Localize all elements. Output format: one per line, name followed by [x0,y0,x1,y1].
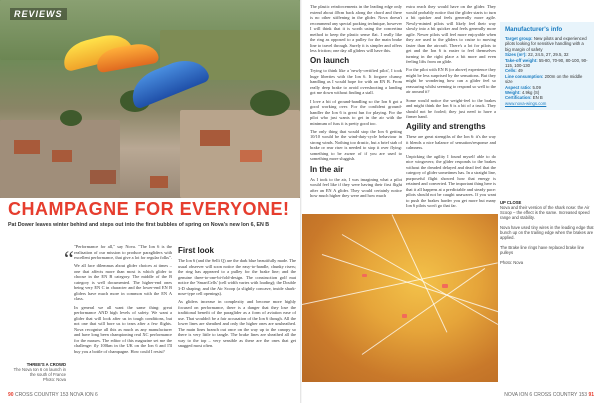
paragraph: We all face dilemmas about glider choices at times – one that affects more than most is which glider to choose in the EN B category. The middle of the B category is well documented. The higher-end ones being very EN C in character and the lower-end EN B gliders have much more in common with the EN A class. [74,263,172,302]
photo-line-tab [402,314,407,318]
footer-subject: NOVA ION 6 [69,392,98,398]
info-key: Sizes (m²): [505,52,527,58]
magazine-name: CROSS COUNTRY 153 [14,392,69,398]
up-close-credit: Photo: Nova [500,260,524,265]
paragraph: Some would notice the weight-feel to the brakes and might think the Ion 6 is a bit of a truck. They should not be fooled; they just need to have a firmer hand. [406,97,496,120]
column-1 [74,244,172,357]
paragraph: The Ion 6 (and the Selli Q) are the dark blue beautifully made. The usual observer will soon notice the easy-to-handle, chunky risers; the ring has appeared to a pulley for the brake line; and the genuine three-to-one-bi-fold-design. The construction golf mat notice the 'SmartCells' (cell width varies with loading); the Double 3-D shaping; and the Air Scoop (a slightly concave, inside shark-nose-type cell openings). [178,258,296,296]
paragraph: extra reach they would have on the glider. They would probably notice that the glider starts to turn a bit quicker and feels generally more agile. Newly-minted pilots will likely feel their way slowly into a bit quicker and feels generally more agile. Newer pilots will feel more enjoyable when they are used to the gliders to cruise to moving faster than the aircraft. There's a lot for pilots to get and the Ion 6 is easier to feel themselves turning in the right place a bit more and even feeling lifts from on glide. [406,4,496,64]
manufacturer-link[interactable]: www.nova-wings.com [505,100,547,106]
info-row [505,36,589,52]
paragraph: These are great strengths of the Ion 6: it's the way it blends a nice balance of sensation/response and calmness. [406,134,496,151]
footer-left [8,392,98,398]
photo-line-tab [362,274,367,277]
info-value: 55-80, 70-90, 80-100, 90-115, 100-130 [505,57,588,69]
up-close-caption [500,200,594,265]
up-close-title: UP CLOSE [500,200,522,205]
hero-photo [0,0,300,198]
hero-caption [10,362,66,382]
info-key: Cells: [505,68,517,74]
paragraph: "Performance for all," say Nova. "The Ion 6 is the realisation of our mission to produce paragliders with excellent performance, that give a lot for regular folks". [74,244,172,260]
subheading-agility: Agility and strengths [406,122,486,132]
info-key: Take-off weight: [505,57,538,63]
info-row [505,74,589,85]
info-key: Certification: [505,95,532,101]
info-value: EN B [532,95,543,101]
headline: CHAMPAGNE FOR EVERYONE! [8,199,290,219]
subheading-on-launch: On launch [310,56,350,66]
page-number: 90 [8,392,14,398]
caption-credit: Photo: Nova [42,377,66,382]
paragraph: As gliders increase in complexity and become more highly focused on performance, there is a danger that they lose the traditional benefit of the paraglider as a form of aviation ease of use. That wouldn't be a fair accusation of the Ion 6 though. All the lower lines are sheathed and only the higher ones are unsheathed. The main lines branch out once on the way up to the canopy so there is very little to tangle. The brake lines are sheathed all the way to the top – very sensible as these are the ones that get snagged most often. [178,299,296,349]
info-key: Aspect ratio: [505,84,532,90]
subheading-in-the-air: In the air [310,164,344,174]
page-number: 91 [588,392,594,398]
info-key: Weight: [505,90,521,96]
magazine-name: CROSS COUNTRY 153 [533,392,588,398]
info-value: 49 [517,68,523,74]
paragraph: I love a bit of ground-handling so the Ion 6 got a good working over. For the confident ground-handler the Ion 6 is great fun for playing. For the pilot who just wants to get in the air with the minimum of fuss it is pretty good too. [310,98,402,126]
info-title: Manufacturer's info [505,26,563,33]
photo-rooftop [240,150,262,162]
photo-rooftop [14,140,40,154]
photo-tree [250,90,290,116]
column-4 [406,4,496,211]
info-value: New pilots and experienced pilots looking for sensitive handling with a big margin of safety [505,36,587,52]
info-value: 4.9kg (S) [521,90,540,96]
paragraph: In general we all want the same thing: great performance AND high levels of safety. We want a glider that will look after us in tough conditions, but not one that will bore us to tears after a few flights. Nova recognise all this as much as any manufacturer and have long been championing real XC performance for the masses. The editor of this magazine set me the challenge: fly 100km in the UK on the Ion 6 and I'll buy you a bottle of champagne. How could I resist? [74,304,172,354]
info-key: Target group: [505,36,533,41]
up-close-text: Nova and their version of the shark nose: the Air Scoop – the effect is the same. Increased speed range and stability. [500,205,590,220]
paragraph: The plastic reinforcements in the leading edge only extend about 40cm back along the chord and there is no other stiffening in the glider. Nova doesn't recommend any special packing technique, however I will think that it is worth using the concertina method to keep the plastic sense flat. I really like the ring as opposed to a pulley for the main brake line to travel through. Surely it is simpler and offers less friction; one day all gliders will have this. [310,4,402,53]
up-close-text: The Brake line rings have replaced brake line pulleys [500,245,585,255]
quote-mark-icon: “ [64,246,74,271]
photo-tree [60,110,82,126]
manufacturer-info-box [500,22,594,110]
paragraph: The only thing that would stop the Ion 6 getting 10/10 would be the wind-duty-cycle behaviour in strong winds. Nothing too drastic, but a brief stab of brake or rear riser is needed to stop it over flying: something to be aware of if you are used to something more sluggish. [310,128,402,162]
info-box-body [500,22,594,110]
photo-rooftop [52,150,72,162]
info-row [505,58,589,69]
info-key: Line consumption: [505,73,544,79]
column-3 [310,4,402,201]
footer-right [504,392,594,398]
paragraph: Unpicking the agility I found myself able to do nice wingovers; the glider responds to the brakes without the dreaded delayed and dead feel that the category of glider sometimes has. In a straight line, purposeful flight showed how that energy is retained and converted. The important thing here is that it all happens at a predictable and steady pace: pilots should not be caught unawares. If you want to push the brakes harder you get more but many Ion 6 pilots won't go that far. [406,153,496,209]
caption-title: THREE'S A CROWD [26,362,66,367]
info-value: 5.09 [532,84,541,90]
caption-text: The Nova Ion 6 on launch in the south of France [13,367,66,377]
standfirst: Pat Dower leaves winter behind and steps out into the first bubbles of spring on Nova's new Ion 6, EN B [8,222,270,228]
info-value: 22, 24.5, 27, 29.5, 32 [527,52,569,58]
paragraph: Trying to think like a 'newly-certified pilot', I took huge liberties with the Ion 6. It forgave clumsy handling as I would hope for with an EN B. From really deep brake to avoid overshooting a landing got me down without finding a stall. [310,68,402,96]
photo-rooftop [200,130,230,146]
up-close-text: Nova have used tiny wires in the leading edge that bunch up on the trailing edge when the brakes are applied. [500,225,594,240]
photo-rooftop [90,170,116,184]
footer-subject: NOVA ION 6 [504,392,533,398]
photo-line [322,254,498,314]
photo-line-tab [442,284,448,288]
paragraph: As I took to the air, I was imagining what a pilot would feel like if they were having their first flight after an EN A glider. They would certainly notice how much higher they were and how much [310,176,402,199]
column-2 [178,244,296,352]
section-tag: REVIEWS [10,8,67,20]
glider-closeup-photo [302,214,498,382]
subheading-first-look: First look [178,246,215,255]
info-value: 200m on the middle size [505,73,583,85]
paragraph: For the pilot with EN B (or above) experience they might be less surprised by the sensations. But they might be wondering how can a glider feel so reassuring whilst seeming to respond so well to the air around it? [406,67,496,95]
photo-rooftop [150,176,168,188]
